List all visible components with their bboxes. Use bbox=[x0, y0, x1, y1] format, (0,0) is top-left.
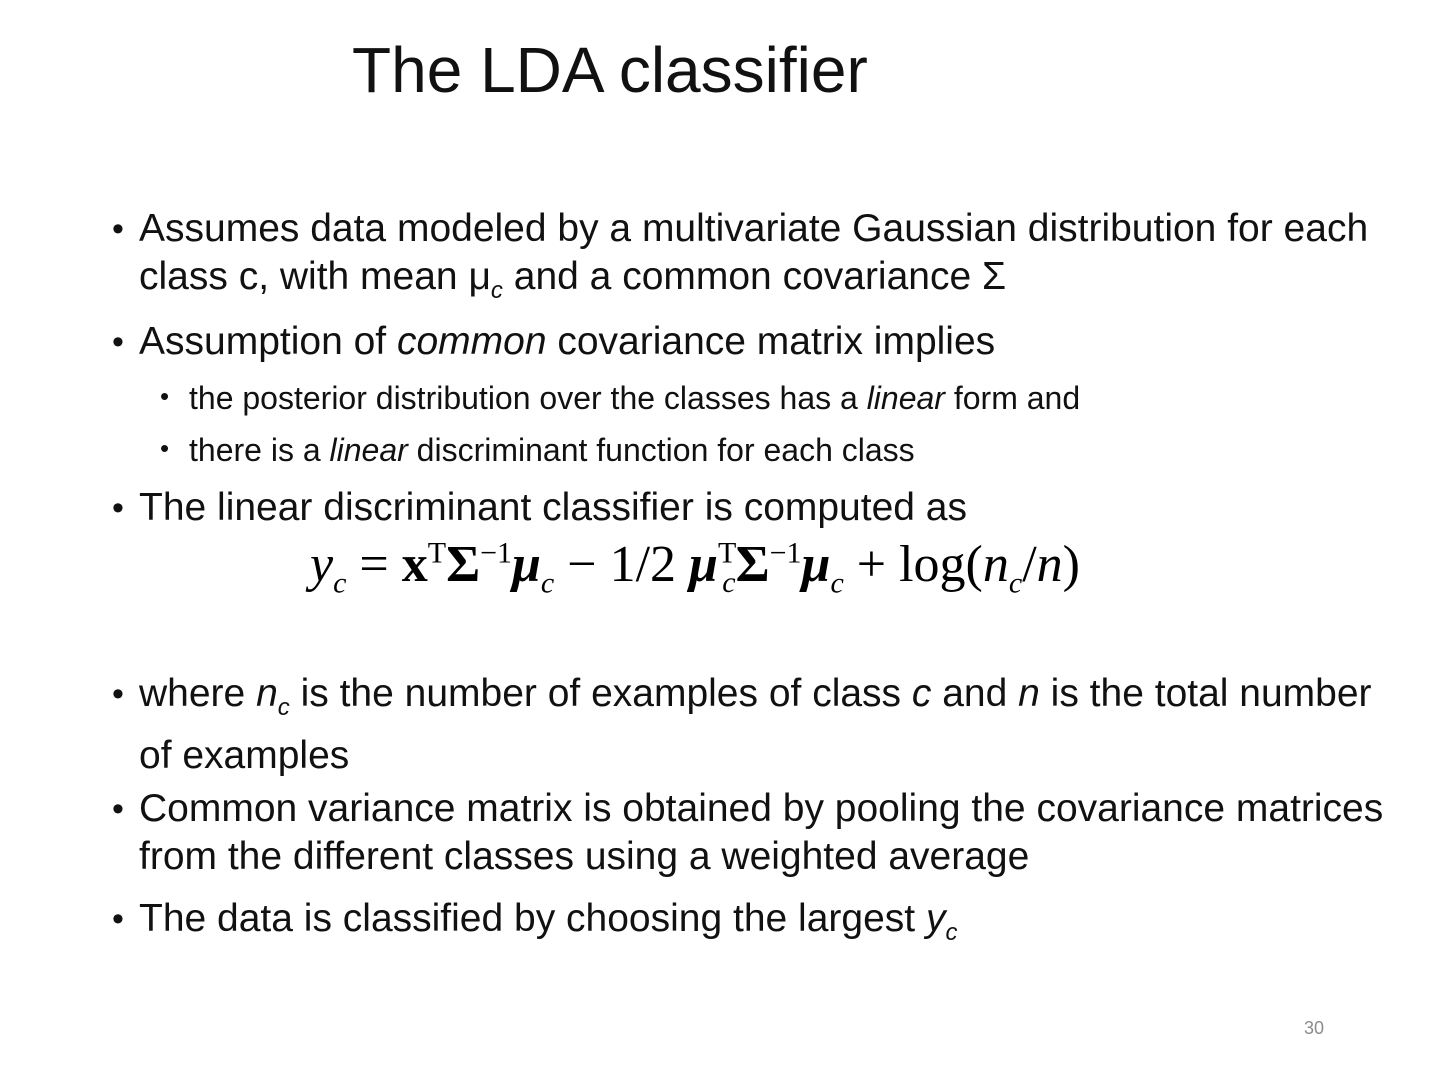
subbullet-text: there is a linear discriminant function for each class bbox=[189, 432, 915, 468]
subbullet-discriminant-linear bbox=[160, 430, 1410, 470]
bullet-where-definitions bbox=[112, 670, 1412, 780]
bullet-text: Assumes data modeled by a multivariate Gaussian distribution for each class c, with mean $\mu_c$ and a common covariance Σ bbox=[139, 207, 1369, 304]
bullet-icon: • bbox=[112, 323, 124, 361]
bullet-icon: • bbox=[112, 489, 124, 527]
bullet-text: The linear discriminant classifier is computed as bbox=[139, 486, 967, 529]
subbullet-posterior-linear bbox=[160, 378, 1410, 418]
bullet-icon: • bbox=[112, 675, 124, 713]
bullet-icon: • bbox=[112, 900, 124, 938]
bullet-icon: • bbox=[160, 433, 170, 463]
bullet-icon: • bbox=[160, 381, 170, 411]
bullet-text: where $n_c$ is the number of examples of class c and n is the total number of examples bbox=[139, 672, 1372, 777]
bullet-text: Common variance matrix is obtained by pooling the covariance matrices from the different classes using a weighted average bbox=[139, 787, 1384, 878]
lda-equation: $y_c = x^T\Sigma^{-1}\mu_c - 1/2$ $\mu^T_c\Sigma^{-1}\mu_c + \log(n_c/n)$ bbox=[310, 536, 1080, 600]
slide-title: The LDA classifier bbox=[352, 34, 868, 106]
page-number: 30 bbox=[1304, 1018, 1325, 1038]
bullet-pooled-covariance bbox=[112, 785, 1412, 881]
bullet-icon: • bbox=[112, 210, 124, 248]
bullet-icon: • bbox=[112, 790, 124, 828]
bullet-common-covariance bbox=[112, 318, 1412, 366]
bullet-gaussian-assumption bbox=[112, 205, 1412, 315]
bullet-linear-discriminant bbox=[112, 484, 1412, 532]
bullet-text: Assumption of common covariance matrix implies bbox=[139, 320, 996, 363]
subbullet-text: the posterior distribution over the classes has a linear form and bbox=[189, 380, 1081, 416]
bullet-text: The data is classified by choosing the largest $y_c$ bbox=[139, 897, 958, 946]
bullet-classification-rule bbox=[112, 895, 1412, 957]
